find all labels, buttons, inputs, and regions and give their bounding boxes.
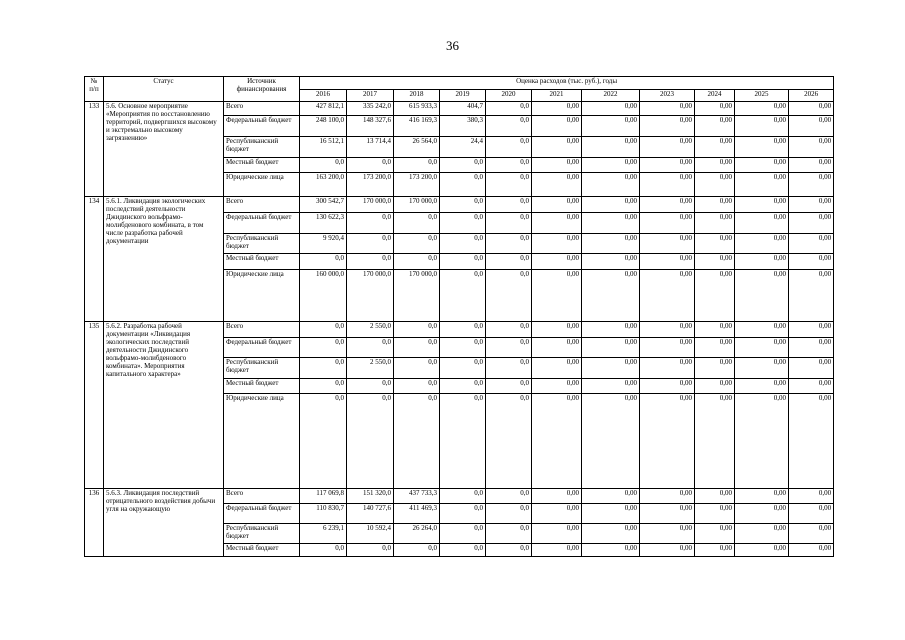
year-header: 2020 xyxy=(486,90,532,102)
amount-cell: 0,0 xyxy=(440,213,486,234)
amount-cell: 0,00 xyxy=(735,504,789,524)
amount-cell: 0,00 xyxy=(582,270,640,322)
amount-cell: 0,00 xyxy=(640,116,695,137)
amount-cell: 170 000,0 xyxy=(347,197,394,213)
amount-cell: 427 812,1 xyxy=(300,102,347,116)
amount-cell: 0,00 xyxy=(640,338,695,358)
amount-cell: 0,00 xyxy=(735,173,789,197)
amount-cell: 0,00 xyxy=(789,158,834,173)
amount-cell: 0,00 xyxy=(532,338,582,358)
amount-cell: 0,0 xyxy=(347,158,394,173)
amount-cell: 0,0 xyxy=(440,358,486,379)
funding-source-cell: Федеральный бюджет xyxy=(224,213,300,234)
amount-cell: 0,00 xyxy=(789,173,834,197)
amount-cell: 0,0 xyxy=(394,234,440,254)
funding-source-cell: Местный бюджет xyxy=(224,254,300,270)
amount-cell: 0,00 xyxy=(735,544,789,557)
amount-cell: 0,00 xyxy=(735,254,789,270)
amount-cell: 0,00 xyxy=(532,544,582,557)
amount-cell: 0,0 xyxy=(347,213,394,234)
amount-cell: 0,0 xyxy=(300,544,347,557)
amount-cell: 0,0 xyxy=(394,379,440,394)
amount-cell: 0,00 xyxy=(582,322,640,338)
amount-cell: 0,00 xyxy=(695,379,735,394)
amount-cell: 0,00 xyxy=(532,504,582,524)
status-cell: 5.6.1. Ликвидация экологических последствий деятельности Джидинского вольфрамо-молибденового комбината, в том числе разработка рабочей документации xyxy=(104,197,224,322)
amount-cell: 16 512,1 xyxy=(300,137,347,158)
amount-cell: 0,0 xyxy=(486,137,532,158)
funding-source-cell: Юридические лица xyxy=(224,270,300,322)
row-number: 133 xyxy=(85,102,104,197)
amount-cell: 0,00 xyxy=(532,379,582,394)
amount-cell: 0,0 xyxy=(300,338,347,358)
amount-cell: 2 550,0 xyxy=(347,322,394,338)
amount-cell: 0,00 xyxy=(695,489,735,504)
year-header: 2017 xyxy=(347,90,394,102)
amount-cell: 0,0 xyxy=(347,234,394,254)
amount-cell: 0,00 xyxy=(582,137,640,158)
amount-cell: 0,00 xyxy=(695,173,735,197)
amount-cell: 0,00 xyxy=(640,213,695,234)
amount-cell: 0,00 xyxy=(640,322,695,338)
amount-cell: 130 622,3 xyxy=(300,213,347,234)
year-header: 2021 xyxy=(532,90,582,102)
year-header: 2022 xyxy=(582,90,640,102)
table-row xyxy=(85,322,834,338)
amount-cell: 0,00 xyxy=(582,173,640,197)
amount-cell: 0,0 xyxy=(440,544,486,557)
amount-cell: 151 320,0 xyxy=(347,489,394,504)
amount-cell: 0,00 xyxy=(789,358,834,379)
amount-cell: 24,4 xyxy=(440,137,486,158)
year-header: 2025 xyxy=(735,90,789,102)
amount-cell: 0,00 xyxy=(582,524,640,544)
amount-cell: 416 169,3 xyxy=(394,116,440,137)
amount-cell: 0,00 xyxy=(789,544,834,557)
amount-cell: 0,00 xyxy=(695,102,735,116)
amount-cell: 0,0 xyxy=(440,379,486,394)
status-cell: 5.6.2. Разработка рабочей документации «Ликвидация экологических последствий деятельности Джидинского вольфрамо-молибденового комбината». Мероприятия капитального характера» xyxy=(104,322,224,489)
amount-cell: 0,0 xyxy=(486,116,532,137)
amount-cell: 148 327,6 xyxy=(347,116,394,137)
amount-cell: 0,00 xyxy=(640,173,695,197)
amount-cell: 0,00 xyxy=(582,102,640,116)
amount-cell: 0,00 xyxy=(735,234,789,254)
header-row xyxy=(85,77,834,90)
amount-cell: 0,00 xyxy=(695,338,735,358)
year-header: 2016 xyxy=(300,90,347,102)
amount-cell: 0,00 xyxy=(735,379,789,394)
status-cell: 5.6. Основное мероприятие «Мероприятия по восстановлению территорий, подвергшихся высокому и экстремально высокому загрязнению» xyxy=(104,102,224,197)
amount-cell: 0,0 xyxy=(394,394,440,489)
amount-cell: 0,0 xyxy=(486,338,532,358)
amount-cell: 0,00 xyxy=(532,254,582,270)
amount-cell: 0,00 xyxy=(640,379,695,394)
amount-cell: 0,00 xyxy=(640,358,695,379)
amount-cell: 170 000,0 xyxy=(394,270,440,322)
amount-cell: 0,00 xyxy=(532,213,582,234)
amount-cell: 0,00 xyxy=(789,116,834,137)
amount-cell: 0,00 xyxy=(695,394,735,489)
amount-cell: 0,00 xyxy=(735,102,789,116)
amount-cell: 411 469,3 xyxy=(394,504,440,524)
amount-cell: 13 714,4 xyxy=(347,137,394,158)
amount-cell: 0,0 xyxy=(394,358,440,379)
amount-cell: 0,0 xyxy=(486,158,532,173)
amount-cell: 0,00 xyxy=(532,173,582,197)
amount-cell: 117 069,8 xyxy=(300,489,347,504)
year-header: 2019 xyxy=(440,90,486,102)
amount-cell: 0,00 xyxy=(582,379,640,394)
amount-cell: 2 550,0 xyxy=(347,358,394,379)
amount-cell: 0,0 xyxy=(440,504,486,524)
amount-cell: 0,00 xyxy=(582,197,640,213)
amount-cell: 0,00 xyxy=(582,394,640,489)
amount-cell: 173 200,0 xyxy=(347,173,394,197)
amount-cell: 0,00 xyxy=(789,322,834,338)
row-number: 134 xyxy=(85,197,104,322)
amount-cell: 0,0 xyxy=(300,358,347,379)
amount-cell: 0,0 xyxy=(347,544,394,557)
amount-cell: 0,00 xyxy=(640,489,695,504)
amount-cell: 0,00 xyxy=(640,102,695,116)
amount-cell: 26 564,0 xyxy=(394,137,440,158)
amount-cell: 0,00 xyxy=(640,197,695,213)
amount-cell: 0,0 xyxy=(486,322,532,338)
amount-cell: 0,00 xyxy=(532,234,582,254)
amount-cell: 0,00 xyxy=(695,358,735,379)
amount-cell: 0,00 xyxy=(789,394,834,489)
amount-cell: 0,0 xyxy=(486,254,532,270)
amount-cell: 0,00 xyxy=(789,197,834,213)
amount-cell: 0,00 xyxy=(532,137,582,158)
amount-cell: 163 200,0 xyxy=(300,173,347,197)
amount-cell: 0,00 xyxy=(532,116,582,137)
amount-cell: 0,0 xyxy=(486,379,532,394)
amount-cell: 0,0 xyxy=(440,489,486,504)
amount-cell: 0,00 xyxy=(789,102,834,116)
amount-cell: 0,00 xyxy=(735,137,789,158)
amount-cell: 0,0 xyxy=(347,394,394,489)
amount-cell: 0,0 xyxy=(486,102,532,116)
funding-source-cell: Республиканский бюджет xyxy=(224,234,300,254)
amount-cell: 0,00 xyxy=(735,270,789,322)
funding-source-cell: Всего xyxy=(224,322,300,338)
amount-cell: 0,0 xyxy=(347,379,394,394)
amount-cell: 110 830,7 xyxy=(300,504,347,524)
amount-cell: 0,0 xyxy=(347,254,394,270)
amount-cell: 0,0 xyxy=(300,158,347,173)
amount-cell: 0,00 xyxy=(532,394,582,489)
amount-cell: 0,00 xyxy=(695,254,735,270)
amount-cell: 0,0 xyxy=(486,234,532,254)
year-header: 2018 xyxy=(394,90,440,102)
amount-cell: 404,7 xyxy=(440,102,486,116)
funding-source-cell: Федеральный бюджет xyxy=(224,504,300,524)
amount-cell: 0,0 xyxy=(394,254,440,270)
funding-source-cell: Всего xyxy=(224,102,300,116)
amount-cell: 0,0 xyxy=(440,197,486,213)
amount-cell: 300 542,7 xyxy=(300,197,347,213)
amount-cell: 0,00 xyxy=(695,322,735,338)
table-row xyxy=(85,102,834,116)
amount-cell: 0,00 xyxy=(582,116,640,137)
amount-cell: 0,00 xyxy=(532,197,582,213)
amount-cell: 0,00 xyxy=(789,338,834,358)
amount-cell: 0,0 xyxy=(300,379,347,394)
amount-cell: 0,0 xyxy=(300,394,347,489)
amount-cell: 0,0 xyxy=(394,544,440,557)
amount-cell: 0,00 xyxy=(640,504,695,524)
amount-cell: 0,00 xyxy=(695,544,735,557)
funding-source-cell: Юридические лица xyxy=(224,394,300,489)
amount-cell: 0,0 xyxy=(486,197,532,213)
amount-cell: 0,00 xyxy=(582,254,640,270)
amount-cell: 0,00 xyxy=(695,504,735,524)
amount-cell: 0,0 xyxy=(440,322,486,338)
amount-cell: 0,0 xyxy=(347,338,394,358)
amount-cell: 0,00 xyxy=(582,489,640,504)
amount-cell: 0,0 xyxy=(440,173,486,197)
amount-cell: 0,0 xyxy=(300,322,347,338)
amount-cell: 0,00 xyxy=(735,489,789,504)
amount-cell: 0,0 xyxy=(440,270,486,322)
amount-cell: 0,00 xyxy=(789,489,834,504)
amount-cell: 380,3 xyxy=(440,116,486,137)
page-number: 36 xyxy=(446,38,459,53)
amount-cell: 0,00 xyxy=(582,234,640,254)
amount-cell: 0,00 xyxy=(789,137,834,158)
budget-table xyxy=(84,76,834,557)
amount-cell: 0,00 xyxy=(695,524,735,544)
amount-cell: 0,0 xyxy=(440,394,486,489)
funding-source-cell: Всего xyxy=(224,489,300,504)
header-source: Источник финансирования xyxy=(224,77,300,102)
amount-cell: 0,00 xyxy=(640,270,695,322)
amount-cell: 0,0 xyxy=(440,158,486,173)
funding-source-cell: Местный бюджет xyxy=(224,544,300,557)
amount-cell: 0,00 xyxy=(640,524,695,544)
table-row xyxy=(85,197,834,213)
amount-cell: 0,00 xyxy=(735,322,789,338)
amount-cell: 0,00 xyxy=(532,102,582,116)
amount-cell: 0,00 xyxy=(532,270,582,322)
amount-cell: 0,00 xyxy=(735,197,789,213)
amount-cell: 0,0 xyxy=(394,338,440,358)
amount-cell: 0,00 xyxy=(695,213,735,234)
amount-cell: 0,00 xyxy=(695,234,735,254)
amount-cell: 0,0 xyxy=(300,254,347,270)
year-header: 2026 xyxy=(789,90,834,102)
header-estimate: Оценка расходов (тыс. руб.), годы xyxy=(300,77,834,90)
amount-cell: 0,00 xyxy=(582,338,640,358)
funding-source-cell: Местный бюджет xyxy=(224,379,300,394)
amount-cell: 10 592,4 xyxy=(347,524,394,544)
amount-cell: 0,0 xyxy=(486,358,532,379)
header-number: № п/п xyxy=(85,77,104,102)
amount-cell: 0,0 xyxy=(486,270,532,322)
amount-cell: 335 242,0 xyxy=(347,102,394,116)
amount-cell: 0,00 xyxy=(735,338,789,358)
amount-cell: 9 920,4 xyxy=(300,234,347,254)
amount-cell: 0,0 xyxy=(486,173,532,197)
amount-cell: 0,00 xyxy=(695,116,735,137)
amount-cell: 0,0 xyxy=(486,213,532,234)
funding-source-cell: Федеральный бюджет xyxy=(224,338,300,358)
amount-cell: 0,00 xyxy=(532,489,582,504)
amount-cell: 0,0 xyxy=(440,338,486,358)
amount-cell: 140 727,6 xyxy=(347,504,394,524)
amount-cell: 160 000,0 xyxy=(300,270,347,322)
amount-cell: 26 264,0 xyxy=(394,524,440,544)
amount-cell: 0,00 xyxy=(532,158,582,173)
amount-cell: 615 933,3 xyxy=(394,102,440,116)
funding-source-cell: Федеральный бюджет xyxy=(224,116,300,137)
amount-cell: 0,00 xyxy=(789,234,834,254)
funding-source-cell: Местный бюджет xyxy=(224,158,300,173)
amount-cell: 0,00 xyxy=(695,137,735,158)
amount-cell: 0,00 xyxy=(640,394,695,489)
year-header: 2024 xyxy=(695,90,735,102)
amount-cell: 0,00 xyxy=(735,116,789,137)
amount-cell: 0,00 xyxy=(735,394,789,489)
row-number: 135 xyxy=(85,322,104,489)
amount-cell: 0,00 xyxy=(735,158,789,173)
row-number: 136 xyxy=(85,489,104,557)
amount-cell: 0,0 xyxy=(486,394,532,489)
amount-cell: 0,0 xyxy=(486,489,532,504)
amount-cell: 0,00 xyxy=(582,213,640,234)
amount-cell: 0,0 xyxy=(440,234,486,254)
amount-cell: 0,00 xyxy=(735,524,789,544)
amount-cell: 0,00 xyxy=(640,234,695,254)
amount-cell: 173 200,0 xyxy=(394,173,440,197)
amount-cell: 0,00 xyxy=(532,322,582,338)
amount-cell: 0,00 xyxy=(735,358,789,379)
table-body xyxy=(85,102,834,557)
amount-cell: 170 000,0 xyxy=(394,197,440,213)
amount-cell: 0,0 xyxy=(486,524,532,544)
amount-cell: 0,00 xyxy=(789,504,834,524)
status-cell: 5.6.3. Ликвидация последствий отрицательного воздействия добычи угля на окружающую xyxy=(104,489,224,557)
amount-cell: 0,00 xyxy=(582,358,640,379)
year-header: 2023 xyxy=(640,90,695,102)
table-row xyxy=(85,489,834,504)
amount-cell: 248 100,0 xyxy=(300,116,347,137)
amount-cell: 0,0 xyxy=(394,213,440,234)
funding-source-cell: Республиканский бюджет xyxy=(224,358,300,379)
amount-cell: 0,00 xyxy=(695,270,735,322)
funding-source-cell: Всего xyxy=(224,197,300,213)
amount-cell: 0,0 xyxy=(394,322,440,338)
amount-cell: 0,0 xyxy=(394,158,440,173)
amount-cell: 0,00 xyxy=(735,213,789,234)
amount-cell: 0,00 xyxy=(582,158,640,173)
amount-cell: 0,00 xyxy=(582,544,640,557)
amount-cell: 0,00 xyxy=(789,379,834,394)
amount-cell: 0,0 xyxy=(440,524,486,544)
amount-cell: 0,00 xyxy=(640,544,695,557)
funding-source-cell: Республиканский бюджет xyxy=(224,137,300,158)
amount-cell: 0,00 xyxy=(695,197,735,213)
amount-cell: 0,00 xyxy=(640,137,695,158)
amount-cell: 0,00 xyxy=(640,254,695,270)
amount-cell: 0,00 xyxy=(640,158,695,173)
amount-cell: 0,00 xyxy=(582,504,640,524)
amount-cell: 0,00 xyxy=(532,524,582,544)
amount-cell: 0,0 xyxy=(486,544,532,557)
amount-cell: 0,00 xyxy=(789,254,834,270)
header-status: Статус xyxy=(104,77,224,102)
amount-cell: 0,0 xyxy=(486,504,532,524)
amount-cell: 0,00 xyxy=(695,158,735,173)
amount-cell: 0,0 xyxy=(440,254,486,270)
amount-cell: 0,00 xyxy=(789,213,834,234)
amount-cell: 6 239,1 xyxy=(300,524,347,544)
amount-cell: 0,00 xyxy=(532,358,582,379)
amount-cell: 0,00 xyxy=(789,270,834,322)
funding-source-cell: Юридические лица xyxy=(224,173,300,197)
amount-cell: 170 000,0 xyxy=(347,270,394,322)
amount-cell: 0,00 xyxy=(789,524,834,544)
amount-cell: 437 733,3 xyxy=(394,489,440,504)
funding-source-cell: Республиканский бюджет xyxy=(224,524,300,544)
